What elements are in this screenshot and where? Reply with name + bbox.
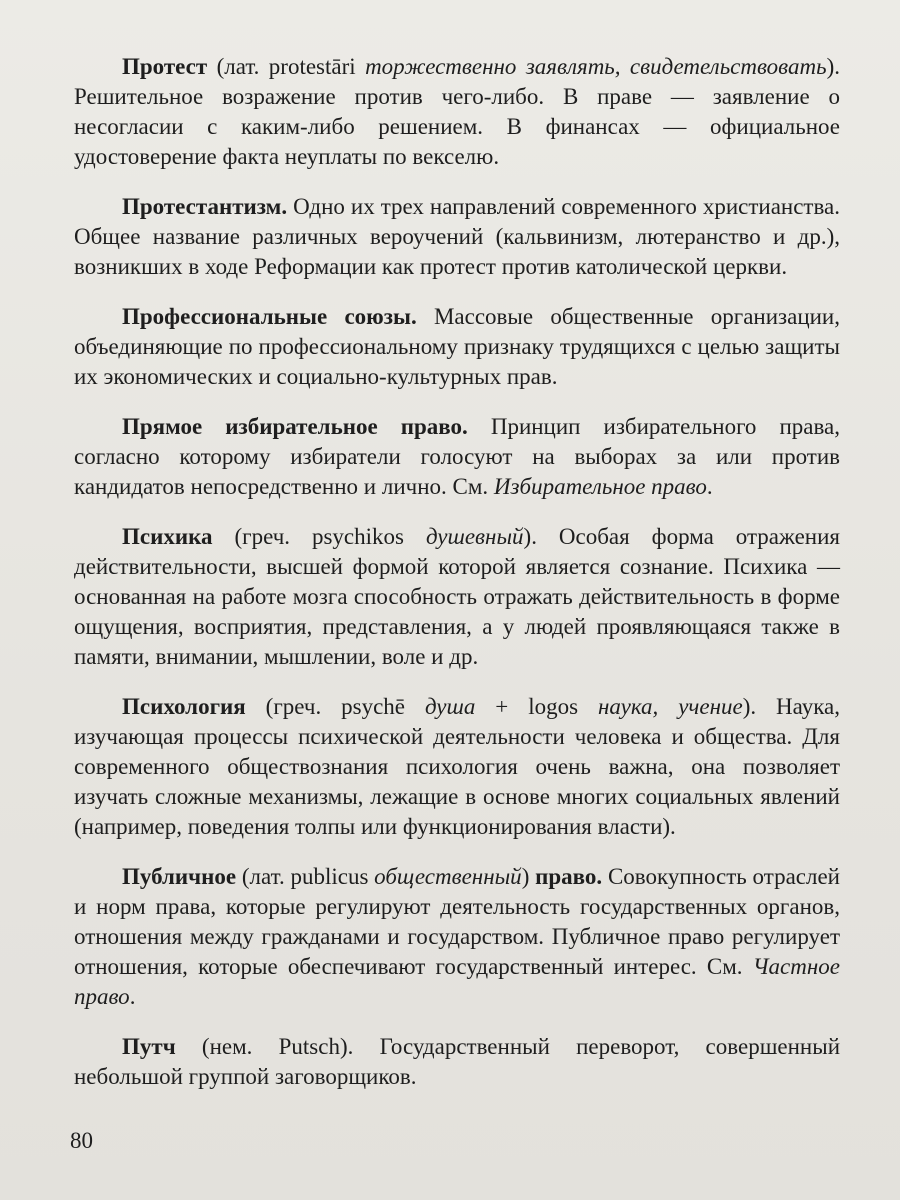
text: (лат. publicus (236, 864, 375, 889)
term: Психология (122, 694, 246, 719)
etymology: торжественно заявлять, свидетельствовать (365, 54, 827, 79)
text: + logos (475, 694, 598, 719)
definition: ). Наука, изучающая процессы психической деятельности человека и общества. Для современного обществознания психология очень важна, она позволяет изучать сложные механизмы, лежащие в основе многих социальных явлений (например, поведения толпы или функционирования власти). (74, 694, 840, 839)
definition: Одно их трех направлений современного христианства. Общее название различных вероучений (кальвинизм, лютеранство и др.), возникших в ходе Реформации как протест против католической церкви. (74, 194, 840, 279)
term: Публичное (122, 864, 237, 889)
entry-direct-suffrage (74, 412, 840, 502)
etymology: душевный (425, 524, 524, 549)
term: Психика (122, 524, 213, 549)
text: (лат. protestāri (207, 54, 366, 79)
term: Протестантизм. (122, 194, 288, 219)
definition: Массовые общественные организации, объединяющие по профессиональному признаку трудящихся с целью защиты их экономических и социально-культурных прав. (74, 304, 840, 389)
text: (греч. psychē (245, 694, 425, 719)
etymology: наука, учение (598, 694, 743, 719)
text: ) (521, 864, 536, 889)
definition: (нем. Putsch). Государственный переворот, совершенный небольшой группой заговорщиков. (74, 1034, 840, 1089)
glossary-entries (74, 52, 840, 1112)
text: (греч. psychikos (212, 524, 426, 549)
entry-unions (74, 302, 840, 392)
text: . (706, 474, 713, 499)
entry-protest (74, 52, 840, 172)
entry-psychology (74, 692, 840, 842)
definition: Совокупность отраслей и норм права, которые регулируют деятельность государственных органов, отношения между гражданами и государством. Публичное право регулирует отношения, которые обеспечивают государственный интерес. См. (74, 864, 840, 979)
etymology: душа (424, 694, 476, 719)
definition: ). Решительное возражение против чего-либо. В праве — заявление о несогласии с каким-либо решением. В финансах — официальное удостоверение факта неуплаты по векселю. (74, 54, 841, 169)
term: Протест (122, 54, 208, 79)
entry-protestantism (74, 192, 840, 282)
entry-psyche (74, 522, 840, 672)
term: Путч (122, 1034, 176, 1059)
cross-reference: Избирательное право (493, 474, 707, 499)
definition: Принцип избирательного права, согласно которому избиратели голосуют на выборах за или против кандидатов непосредственно и лично. См. (74, 414, 840, 499)
entry-public-law (74, 862, 840, 1012)
term: право. (535, 864, 603, 889)
page-number: 80 (70, 1128, 93, 1153)
term: Прямое избирательное право. (122, 414, 468, 439)
entry-putsch (74, 1032, 840, 1092)
term: Профессиональные союзы. (122, 304, 417, 329)
cross-reference: Частное право (74, 954, 840, 1009)
etymology: общественный (374, 864, 522, 889)
text: . (129, 984, 136, 1009)
definition: ). Особая форма отражения действительности, высшей формой которой является сознание. Психика — основанная на работе мозга способность отражать действительность в форме ощущения, восприятия, представления, а у людей проявляющаяся также в памяти, внимании, мышлении, воле и др. (74, 524, 841, 669)
